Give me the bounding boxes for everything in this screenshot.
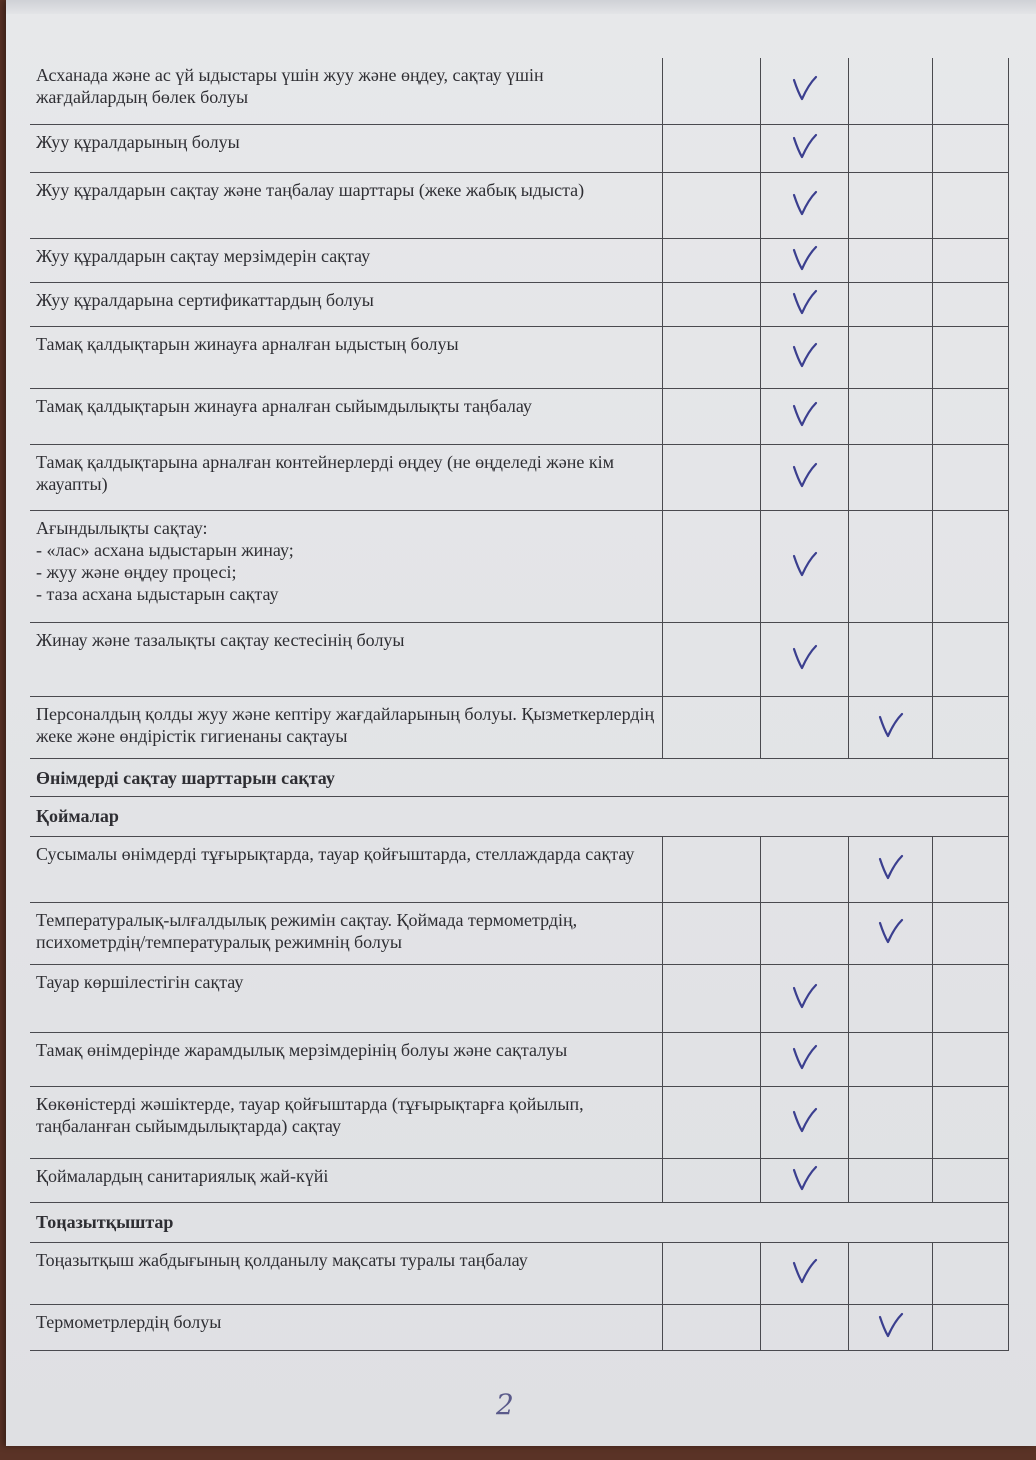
checklist-cell-col-3 — [848, 238, 932, 282]
checkmark-icon — [788, 1123, 820, 1140]
checklist-cell-col-1 — [662, 238, 760, 282]
checklist-cell-col-1 — [662, 622, 760, 696]
checklist-item-label: Тамақ қалдықтарына арналған контейнерлерді өңдеу (не өңделеді және кім жауапты) — [30, 444, 662, 510]
checklist-item-label: Жуу құралдарының болуы — [30, 124, 662, 172]
checklist-cell-col-3 — [848, 510, 932, 622]
checklist-cell-col-2 — [760, 388, 848, 444]
checklist-cell-col-1 — [662, 58, 760, 124]
checklist-cell-col-2 — [760, 444, 848, 510]
checklist-item-label: Қоймалардың санитариялық жай-күйі — [30, 1158, 662, 1202]
checklist-cell-col-3 — [848, 1032, 932, 1086]
checklist-row — [30, 1304, 1008, 1350]
checkmark-icon — [788, 417, 820, 434]
section-header-row — [30, 1202, 1008, 1242]
checklist-item-label: Асханада және ас үй ыдыстары үшін жуу және өңдеу, сақтау үшін жағдайлардың бөлек болуы — [30, 58, 662, 124]
checklist-cell-col-3 — [848, 1304, 932, 1350]
checklist-cell-col-2 — [760, 510, 848, 622]
checklist-cell-col-2 — [760, 696, 848, 758]
checklist-cell-col-2 — [760, 1032, 848, 1086]
checkmark-icon — [874, 1328, 906, 1345]
checkmark-icon — [874, 728, 906, 745]
checkmark-icon — [874, 934, 906, 951]
checklist-cell-col-4 — [932, 1032, 1008, 1086]
checklist-row — [30, 444, 1008, 510]
checklist-cell-col-1 — [662, 282, 760, 326]
checkmark-icon — [788, 1060, 820, 1077]
checklist-cell-col-1 — [662, 696, 760, 758]
checklist-cell-col-1 — [662, 902, 760, 964]
checkmark-icon — [788, 206, 820, 223]
checklist-cell-col-2 — [760, 836, 848, 902]
document-sheet — [6, 0, 1036, 1446]
checklist-row — [30, 58, 1008, 124]
checklist-cell-col-1 — [662, 124, 760, 172]
checkmark-icon — [788, 660, 820, 677]
checklist-item-label: Термометрлердің болуы — [30, 1304, 662, 1350]
checklist-cell-col-3 — [848, 1158, 932, 1202]
checklist-item-label: Ағындылықты сақтау: - «лас» асхана ыдыстарын жинау; - жуу және өңдеу процесі; - таза асхана ыдыстарын сақтау — [30, 510, 662, 622]
checklist-cell-col-2 — [760, 1086, 848, 1158]
checklist-cell-col-2 — [760, 1158, 848, 1202]
checklist-cell-col-3 — [848, 1242, 932, 1304]
checklist-cell-col-1 — [662, 836, 760, 902]
checklist-cell-col-3 — [848, 388, 932, 444]
checklist-cell-col-3 — [848, 964, 932, 1032]
checklist-item-label: Сусымалы өнімдерді тұғырықтарда, тауар қойғыштарда, стеллаждарда сақтау — [30, 836, 662, 902]
checklist-row — [30, 1086, 1008, 1158]
checklist-row — [30, 964, 1008, 1032]
checklist-cell-col-3 — [848, 326, 932, 388]
checklist-cell-col-4 — [932, 124, 1008, 172]
checklist-cell-col-4 — [932, 836, 1008, 902]
checklist-cell-col-3 — [848, 622, 932, 696]
section-title: Өнімдерді сақтау шарттарын сақтау — [30, 758, 1008, 796]
checklist-item-label: Тауар көршілестігін сақтау — [30, 964, 662, 1032]
checklist-cell-col-2 — [760, 964, 848, 1032]
checklist-cell-col-1 — [662, 1086, 760, 1158]
checklist-cell-col-1 — [662, 1158, 760, 1202]
checklist-cell-col-2 — [760, 238, 848, 282]
checklist-row — [30, 326, 1008, 388]
checklist-cell-col-2 — [760, 58, 848, 124]
checkmark-icon — [788, 478, 820, 495]
checklist-cell-col-1 — [662, 326, 760, 388]
checkmark-icon — [788, 305, 820, 322]
section-title: Қоймалар — [30, 796, 1008, 836]
checklist-cell-col-4 — [932, 282, 1008, 326]
checklist-item-label: Тамақ қалдықтарын жинауға арналған ыдыстың болуы — [30, 326, 662, 388]
checklist-row — [30, 282, 1008, 326]
checklist-cell-col-4 — [932, 388, 1008, 444]
checklist-cell-col-1 — [662, 172, 760, 238]
checklist-item-label: Тамақ қалдықтарын жинауға арналған сыйымдылықты таңбалау — [30, 388, 662, 444]
checklist-item-label: Персоналдың қолды жуу және кептіру жағдайларының болуы. Қызметкерлердің жеке және өндірістік гигиенаны сақтауы — [30, 696, 662, 758]
checklist-cell-col-4 — [932, 1304, 1008, 1350]
page-number: 2 — [496, 1388, 514, 1421]
checkmark-icon — [874, 870, 906, 887]
checklist-row — [30, 124, 1008, 172]
checklist-cell-col-3 — [848, 836, 932, 902]
checklist-item-label: Тамақ өнімдерінде жарамдылық мерзімдерінің болуы және сақталуы — [30, 1032, 662, 1086]
checklist-table — [30, 58, 1009, 1351]
checklist-item-label: Жинау және тазалықты сақтау кестесінің болуы — [30, 622, 662, 696]
section-title: Тоңазытқыштар — [30, 1202, 1008, 1242]
checklist-cell-col-2 — [760, 124, 848, 172]
checklist-row — [30, 238, 1008, 282]
checklist-cell-col-2 — [760, 622, 848, 696]
checklist-cell-col-1 — [662, 1242, 760, 1304]
checklist-item-label: Жуу құралдарын сақтау және таңбалау шарттары (жеке жабық ыдыста) — [30, 172, 662, 238]
checkmark-icon — [788, 149, 820, 166]
checkmark-icon — [788, 999, 820, 1016]
checklist-item-label: Тоңазытқыш жабдығының қолданылу мақсаты туралы таңбалау — [30, 1242, 662, 1304]
checklist-cell-col-1 — [662, 964, 760, 1032]
checklist-cell-col-3 — [848, 282, 932, 326]
checklist-row — [30, 1242, 1008, 1304]
checklist-item-label: Жуу құралдарына сертификаттардың болуы — [30, 282, 662, 326]
checklist-cell-col-2 — [760, 1304, 848, 1350]
checklist-row — [30, 1158, 1008, 1202]
checklist-cell-col-2 — [760, 282, 848, 326]
checklist-row — [30, 696, 1008, 758]
checklist-cell-col-4 — [932, 172, 1008, 238]
checklist-cell-col-4 — [932, 1086, 1008, 1158]
checkmark-icon — [788, 1181, 820, 1198]
checklist-cell-col-3 — [848, 902, 932, 964]
section-header-row — [30, 796, 1008, 836]
checklist-cell-col-1 — [662, 1304, 760, 1350]
checkmark-icon — [788, 1274, 820, 1291]
checklist-cell-col-1 — [662, 510, 760, 622]
checklist-cell-col-3 — [848, 58, 932, 124]
checklist-cell-col-4 — [932, 326, 1008, 388]
checklist-cell-col-3 — [848, 696, 932, 758]
checklist-cell-col-4 — [932, 964, 1008, 1032]
checklist-cell-col-4 — [932, 444, 1008, 510]
checklist-item-label: Температуралық-ылғалдылық режимін сақтау. Қоймада термометрдің, психометрдің/температуралық режимнің болуы — [30, 902, 662, 964]
checklist-cell-col-4 — [932, 58, 1008, 124]
checklist-cell-col-2 — [760, 1242, 848, 1304]
checklist-cell-col-4 — [932, 1242, 1008, 1304]
checklist-row — [30, 510, 1008, 622]
checklist-row — [30, 902, 1008, 964]
checklist-cell-col-4 — [932, 1158, 1008, 1202]
checklist-item-label: Көкөністерді жәшіктерде, тауар қойғыштарда (тұғырықтарға қойылып, таңбаланған сыйымдылықтарда) сақтау — [30, 1086, 662, 1158]
checklist-cell-col-3 — [848, 1086, 932, 1158]
checklist-row — [30, 388, 1008, 444]
checklist-body — [30, 58, 1008, 1350]
checklist-item-label: Жуу құралдарын сақтау мерзімдерін сақтау — [30, 238, 662, 282]
checklist-row — [30, 1032, 1008, 1086]
section-header-row — [30, 758, 1008, 796]
checklist-row — [30, 836, 1008, 902]
checklist-cell-col-2 — [760, 326, 848, 388]
checklist-cell-col-1 — [662, 444, 760, 510]
checklist-cell-col-2 — [760, 172, 848, 238]
checklist-cell-col-4 — [932, 622, 1008, 696]
checklist-cell-col-1 — [662, 1032, 760, 1086]
checklist-row — [30, 622, 1008, 696]
checklist-cell-col-4 — [932, 238, 1008, 282]
checklist-cell-col-4 — [932, 902, 1008, 964]
checklist-cell-col-3 — [848, 124, 932, 172]
checklist-cell-col-3 — [848, 172, 932, 238]
checkmark-icon — [788, 261, 820, 278]
checkmark-icon — [788, 91, 820, 108]
checklist-cell-col-4 — [932, 696, 1008, 758]
checklist-cell-col-1 — [662, 388, 760, 444]
checklist-cell-col-2 — [760, 902, 848, 964]
checkmark-icon — [788, 567, 820, 584]
checklist-cell-col-4 — [932, 510, 1008, 622]
checklist-cell-col-3 — [848, 444, 932, 510]
checkmark-icon — [788, 358, 820, 375]
checklist-row — [30, 172, 1008, 238]
page-top-edge — [6, 0, 1036, 14]
